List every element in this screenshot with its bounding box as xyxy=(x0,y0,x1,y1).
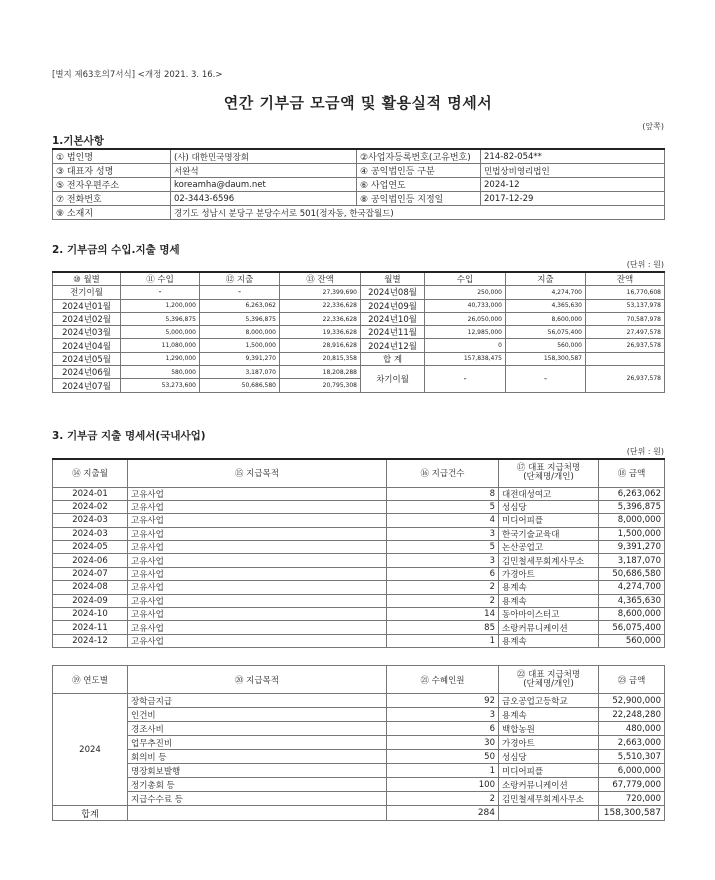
month-cell: 2024년11월 xyxy=(361,326,425,339)
value: 2024-12 xyxy=(481,178,665,192)
value: 2017-12-29 xyxy=(481,192,665,206)
income-cell: 1,290,000 xyxy=(121,352,200,365)
header-cell: 지출 xyxy=(506,272,586,286)
month-cell: 2024년08월 xyxy=(361,286,425,299)
total-label: 합계 xyxy=(53,806,128,821)
recipient-cell: 김민철세무회계사무소 xyxy=(499,554,599,567)
amount-cell: 56,075,400 xyxy=(599,621,665,634)
income-cell: 53,273,600 xyxy=(121,379,200,392)
label: ⑦ 전화번호 xyxy=(53,192,171,206)
expense-cell: - xyxy=(200,286,280,299)
table-row xyxy=(53,594,665,607)
balance-cell: 20,795,308 xyxy=(280,379,361,392)
amount-cell: 6,263,062 xyxy=(599,487,665,500)
value: 02-3443-6596 xyxy=(171,192,357,206)
expense-cell: 9,391,270 xyxy=(200,352,280,365)
income-cell: 26,050,000 xyxy=(425,312,506,325)
expense-cell: 1,500,000 xyxy=(200,339,280,352)
label: ②사업자등록번호(고유번호) xyxy=(357,149,481,164)
header-cell xyxy=(499,459,599,487)
recipient-cell: 금오공업고등학교 xyxy=(499,694,599,708)
basic-row xyxy=(53,149,665,164)
count-cell: 14 xyxy=(387,608,499,621)
header-cell: ⑬ 잔액 xyxy=(280,272,361,286)
purpose-cell: 경조사비 xyxy=(128,722,387,736)
recipient-cell: 백합농원 xyxy=(499,722,599,736)
value: (사) 대한민국명장회 xyxy=(171,149,357,164)
count-cell: 85 xyxy=(387,621,499,634)
month-cell: 2024년01월 xyxy=(53,299,121,312)
header-line: ⑰ 대표 지급처명 xyxy=(516,463,581,474)
amount-cell: 8,000,000 xyxy=(599,514,665,527)
empty-cell xyxy=(499,806,599,821)
value: 민법상비영리법인 xyxy=(481,164,665,178)
purpose-cell: 고유사업 xyxy=(128,567,387,580)
form-number: [별지 제63호의7서식] <개정 2021. 3. 16.> xyxy=(52,70,223,80)
table-row xyxy=(53,339,665,352)
header-cell: ⑳ 지급목적 xyxy=(128,666,387,694)
header-cell: 수입 xyxy=(425,272,506,286)
recipient-cell: 용계속 xyxy=(499,634,599,647)
recipient-cell: 성심당 xyxy=(499,750,599,764)
carry-balance: 26,937,578 xyxy=(586,366,665,393)
month-cell: 2024-03 xyxy=(53,514,128,527)
purpose-cell: 고유사업 xyxy=(128,500,387,513)
balance-cell: 22,336,628 xyxy=(280,299,361,312)
recipient-cell: 한국기술교육대 xyxy=(499,527,599,540)
count-cell: 6 xyxy=(387,567,499,580)
income-cell: 40,733,000 xyxy=(425,299,506,312)
table-row xyxy=(53,286,665,299)
income-cell: 11,080,000 xyxy=(121,339,200,352)
purpose-cell: 인건비 xyxy=(128,708,387,722)
purpose-cell: 고유사업 xyxy=(128,554,387,567)
recipient-cell: 김민철세무회계사무소 xyxy=(499,792,599,806)
income-total: 157,838,475 xyxy=(425,352,506,365)
unit-label: (단위 : 원) xyxy=(626,447,664,456)
recipient-cell: 용계속 xyxy=(499,594,599,607)
label: ③ 대표자 성명 xyxy=(53,164,171,178)
expense-total: 158,300,587 xyxy=(506,352,586,365)
count-cell: 5 xyxy=(387,541,499,554)
amount-cell: 1,500,000 xyxy=(599,527,665,540)
month-cell: 2024-12 xyxy=(53,634,128,647)
month-cell: 2024년10월 xyxy=(361,312,425,325)
table-row xyxy=(53,764,665,778)
yearly-expense-table xyxy=(52,665,665,821)
month-cell: 2024년12월 xyxy=(361,339,425,352)
month-cell: 2024년06월 xyxy=(53,366,121,379)
count-cell: 8 xyxy=(387,487,499,500)
label: ① 법인명 xyxy=(53,149,171,164)
income-cell: 250,000 xyxy=(425,286,506,299)
expense-cell: 8,000,000 xyxy=(200,326,280,339)
income-cell: 0 xyxy=(425,339,506,352)
recipient-cell: 소랑커뮤니케이션 xyxy=(499,621,599,634)
month-cell: 2024-03 xyxy=(53,527,128,540)
recipient-cell: 용계속 xyxy=(499,708,599,722)
table-row xyxy=(53,312,665,325)
income-cell: - xyxy=(121,286,200,299)
label: ⑤ 전자우편주소 xyxy=(53,178,171,192)
carry-income: - xyxy=(425,366,506,393)
header-cell: ㉑ 수혜인원 xyxy=(387,666,499,694)
purpose-cell: 업무추진비 xyxy=(128,736,387,750)
year-cell: 2024 xyxy=(53,694,128,806)
month-cell: 2024년02월 xyxy=(53,312,121,325)
recipient-cell: 가경아트 xyxy=(499,567,599,580)
count-cell: 1 xyxy=(387,764,499,778)
purpose-cell: 고유사업 xyxy=(128,594,387,607)
month-cell: 2024년07월 xyxy=(53,379,121,392)
header-line: (단체명/개인) xyxy=(523,678,574,689)
table-row xyxy=(53,541,665,554)
amount-cell: 5,510,307 xyxy=(599,750,665,764)
table-row xyxy=(53,736,665,750)
table-row xyxy=(53,722,665,736)
purpose-cell: 정기총회 등 xyxy=(128,778,387,792)
month-cell: 2024-10 xyxy=(53,608,128,621)
carry-label: 차기이월 xyxy=(361,366,425,393)
purpose-cell: 고유사업 xyxy=(128,487,387,500)
header-cell: ⑯ 지급건수 xyxy=(387,459,499,487)
expense-cell: 3,187,070 xyxy=(200,366,280,379)
header-cell: ⑭ 지출월 xyxy=(53,459,128,487)
month-cell: 2024-01 xyxy=(53,487,128,500)
table-row xyxy=(53,792,665,806)
purpose-cell: 회의비 등 xyxy=(128,750,387,764)
purpose-cell: 고유사업 xyxy=(128,541,387,554)
amount-cell: 50,686,580 xyxy=(599,567,665,580)
count-cell: 3 xyxy=(387,527,499,540)
header-cell xyxy=(499,666,599,694)
count-cell: 92 xyxy=(387,694,499,708)
amount-cell: 3,187,070 xyxy=(599,554,665,567)
month-cell: 2024-05 xyxy=(53,541,128,554)
expense-detail-table xyxy=(52,458,665,648)
recipient-cell: 미디어피플 xyxy=(499,514,599,527)
count-cell: 100 xyxy=(387,778,499,792)
table-row xyxy=(53,634,665,647)
header-cell: ⑩ 월별 xyxy=(53,272,121,286)
table-row xyxy=(53,778,665,792)
count-cell: 2 xyxy=(387,581,499,594)
month-cell: 2024-06 xyxy=(53,554,128,567)
total-count: 284 xyxy=(387,806,499,821)
amount-cell: 480,000 xyxy=(599,722,665,736)
header-cell: 월별 xyxy=(361,272,425,286)
header-row xyxy=(53,272,665,286)
income-cell: 580,000 xyxy=(121,366,200,379)
month-cell: 2024-07 xyxy=(53,567,128,580)
header-cell: 잔액 xyxy=(586,272,665,286)
table-row xyxy=(53,581,665,594)
total-label: 합 계 xyxy=(361,352,425,365)
balance-total xyxy=(586,352,665,365)
recipient-cell: 대전대성여고 xyxy=(499,487,599,500)
purpose-cell: 고유사업 xyxy=(128,608,387,621)
basic-row xyxy=(53,192,665,206)
count-cell: 1 xyxy=(387,634,499,647)
month-cell: 2024-09 xyxy=(53,594,128,607)
count-cell: 6 xyxy=(387,722,499,736)
address-value: 경기도 성남시 분당구 분당수서로 501(정자동, 한국잡월드) xyxy=(171,206,665,220)
purpose-cell: 명장회보발행 xyxy=(128,764,387,778)
header-cell: ⑮ 지급목적 xyxy=(128,459,387,487)
side-note: (앞쪽) xyxy=(642,122,664,131)
income-cell: 12,985,000 xyxy=(425,326,506,339)
amount-cell: 8,600,000 xyxy=(599,608,665,621)
amount-cell: 6,000,000 xyxy=(599,764,665,778)
basic-row xyxy=(53,206,665,220)
document-title: 연간 기부금 모금액 및 활용실적 명세서 xyxy=(223,94,493,112)
amount-cell: 52,900,000 xyxy=(599,694,665,708)
table-row xyxy=(53,750,665,764)
amount-cell: 4,365,630 xyxy=(599,594,665,607)
amount-cell: 67,779,000 xyxy=(599,778,665,792)
recipient-cell: 논산공업고 xyxy=(499,541,599,554)
balance-cell: 27,497,578 xyxy=(586,326,665,339)
header-line: (단체명/개인) xyxy=(523,472,574,483)
month-cell: 2024년03월 xyxy=(53,326,121,339)
recipient-cell: 성심당 xyxy=(499,500,599,513)
table-row xyxy=(53,326,665,339)
count-cell: 3 xyxy=(387,708,499,722)
label: ④ 공익법인등 구분 xyxy=(357,164,481,178)
amount-cell: 5,396,875 xyxy=(599,500,665,513)
table-row xyxy=(53,621,665,634)
recipient-cell: 동아마이스터고 xyxy=(499,608,599,621)
unit-label: (단위 : 원) xyxy=(626,260,664,269)
balance-cell: 20,815,358 xyxy=(280,352,361,365)
purpose-cell: 고유사업 xyxy=(128,621,387,634)
carry-expense: - xyxy=(506,366,586,393)
month-cell: 2024-08 xyxy=(53,581,128,594)
basic-row xyxy=(53,164,665,178)
value: koreamha@daum.net xyxy=(171,178,357,192)
header-row xyxy=(53,666,665,694)
recipient-cell: 가경아트 xyxy=(499,736,599,750)
purpose-cell: 고유사업 xyxy=(128,514,387,527)
balance-cell: 53,137,978 xyxy=(586,299,665,312)
amount-cell: 4,274,700 xyxy=(599,581,665,594)
label: ⑥ 사업연도 xyxy=(357,178,481,192)
table-row xyxy=(53,608,665,621)
header-cell: ⑪ 수입 xyxy=(121,272,200,286)
table-row xyxy=(53,514,665,527)
count-cell: 30 xyxy=(387,736,499,750)
table-row xyxy=(53,708,665,722)
table-row xyxy=(53,554,665,567)
header-cell: ⑱ 금액 xyxy=(599,459,665,487)
count-cell: 2 xyxy=(387,594,499,607)
expense-cell: 5,396,875 xyxy=(200,312,280,325)
header-cell: ㉓ 금액 xyxy=(599,666,665,694)
section1-title: 1.기본사항 xyxy=(52,135,104,147)
purpose-cell: 고유사업 xyxy=(128,527,387,540)
expense-cell: 4,274,700 xyxy=(506,286,586,299)
month-cell: 2024년05월 xyxy=(53,352,121,365)
table-row xyxy=(53,487,665,500)
basic-info-table xyxy=(52,148,665,220)
balance-cell: 27,399,690 xyxy=(280,286,361,299)
income-cell: 1,200,000 xyxy=(121,299,200,312)
table-row xyxy=(53,366,665,379)
balance-cell: 16,770,608 xyxy=(586,286,665,299)
table-row xyxy=(53,352,665,365)
amount-cell: 9,391,270 xyxy=(599,541,665,554)
label: ⑧ 공익법인등 지정일 xyxy=(357,192,481,206)
expense-cell: 560,000 xyxy=(506,339,586,352)
purpose-cell: 고유사업 xyxy=(128,581,387,594)
recipient-cell: 소랑커뮤니케이션 xyxy=(499,778,599,792)
balance-cell: 70,587,978 xyxy=(586,312,665,325)
expense-cell: 4,365,630 xyxy=(506,299,586,312)
month-cell: 2024년04월 xyxy=(53,339,121,352)
count-cell: 4 xyxy=(387,514,499,527)
purpose-cell: 장학금지급 xyxy=(128,694,387,708)
amount-cell: 2,663,000 xyxy=(599,736,665,750)
header-line: ㉒ 대표 지급처명 xyxy=(516,669,581,680)
table-row xyxy=(53,527,665,540)
header-row xyxy=(53,459,665,487)
month-cell: 2024-02 xyxy=(53,500,128,513)
amount-cell: 720,000 xyxy=(599,792,665,806)
empty-cell xyxy=(128,806,387,821)
table-row xyxy=(53,694,665,708)
recipient-cell: 용계속 xyxy=(499,581,599,594)
table-row xyxy=(53,500,665,513)
expense-cell: 50,686,580 xyxy=(200,379,280,392)
expense-cell: 8,600,000 xyxy=(506,312,586,325)
section3-title: 3. 기부금 지출 명세서(국내사업) xyxy=(52,430,206,442)
income-cell: 5,000,000 xyxy=(121,326,200,339)
count-cell: 50 xyxy=(387,750,499,764)
count-cell: 3 xyxy=(387,554,499,567)
count-cell: 5 xyxy=(387,500,499,513)
income-cell: 5,396,875 xyxy=(121,312,200,325)
label: ⑨ 소재지 xyxy=(53,206,171,220)
value: 214-82-054** xyxy=(481,149,665,164)
recipient-cell: 미디어피플 xyxy=(499,764,599,778)
income-expense-table xyxy=(52,271,665,393)
balance-cell: 22,336,628 xyxy=(280,312,361,325)
section2-title: 2. 기부금의 수입.지출 명세 xyxy=(52,244,180,256)
balance-cell: 26,937,578 xyxy=(586,339,665,352)
month-cell: 전기이월 xyxy=(53,286,121,299)
table-row xyxy=(53,299,665,312)
purpose-cell: 고유사업 xyxy=(128,634,387,647)
purpose-cell: 지급수수료 등 xyxy=(128,792,387,806)
expense-cell: 6,263,062 xyxy=(200,299,280,312)
total-amount: 158,300,587 xyxy=(599,806,665,821)
month-cell: 2024-11 xyxy=(53,621,128,634)
amount-cell: 22,248,280 xyxy=(599,708,665,722)
balance-cell: 28,916,628 xyxy=(280,339,361,352)
table-row xyxy=(53,567,665,580)
basic-row xyxy=(53,178,665,192)
month-cell: 2024년09월 xyxy=(361,299,425,312)
header-cell: ⑫ 지출 xyxy=(200,272,280,286)
value: 서완석 xyxy=(171,164,357,178)
expense-cell: 56,075,400 xyxy=(506,326,586,339)
header-cell: ⑲ 연도별 xyxy=(53,666,128,694)
count-cell: 2 xyxy=(387,792,499,806)
amount-cell: 560,000 xyxy=(599,634,665,647)
total-row xyxy=(53,806,665,821)
balance-cell: 19,336,628 xyxy=(280,326,361,339)
balance-cell: 18,208,288 xyxy=(280,366,361,379)
